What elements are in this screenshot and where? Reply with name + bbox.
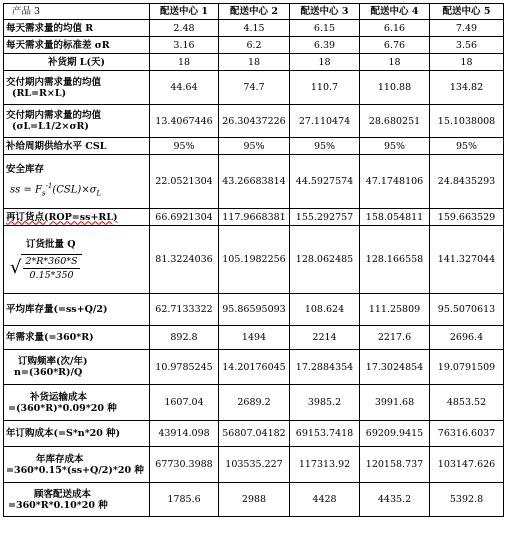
cell: 6.15 [290, 20, 360, 37]
cell: 134.82 [430, 71, 504, 105]
row-label-line2: =360*0.15*(ss+Q/2)*20 种 [6, 464, 144, 476]
cell: 103535.227 [219, 447, 290, 483]
cell: 117313.92 [290, 447, 360, 483]
cell: 128.062485 [290, 226, 360, 294]
cell: 19.0791509 [430, 350, 504, 385]
row-label: 补给周期供给水平 CSL [4, 138, 150, 155]
cell: 95% [430, 138, 504, 155]
cell: 24.8435293 [430, 155, 504, 209]
cell: 18 [219, 54, 290, 71]
cell: 4428 [290, 483, 360, 517]
cell: 4853.52 [430, 385, 504, 421]
row-label: 年需求量(=360*R) [4, 326, 150, 350]
row-label-line1: 订购频率(次/年) [18, 356, 88, 367]
cell: 2214 [290, 326, 360, 350]
row-label: 年订购成本(=S*n*20 种) [4, 421, 150, 447]
cell: 141.327044 [430, 226, 504, 294]
cell: 15.1038008 [430, 105, 504, 138]
cell: 6.76 [360, 37, 430, 54]
cell: 66.6921304 [150, 209, 219, 226]
cell: 95.86595093 [219, 294, 290, 326]
cell: 4435.2 [360, 483, 430, 517]
cell: 27.110474 [290, 105, 360, 138]
cell: 1494 [219, 326, 290, 350]
cell: 2988 [219, 483, 290, 517]
cell: 2.48 [150, 20, 219, 37]
row-label [4, 155, 150, 209]
table-row [4, 209, 504, 226]
cell: 62.7133322 [150, 294, 219, 326]
cell: 6.16 [360, 20, 430, 37]
cell: 67730.3988 [150, 447, 219, 483]
cell: 10.9785245 [150, 350, 219, 385]
table-row [4, 138, 504, 155]
row-label-line1: 交付期内需求量的均值 [6, 110, 102, 121]
safety-stock-formula: ss = $F_s^{-1}(CSL)\times\sigma_L$ [10, 181, 102, 198]
cell: 3.16 [150, 37, 219, 54]
row-label-line1: 补货运输成本 [30, 391, 88, 403]
row-label [4, 385, 150, 421]
row-label-line2: (RL=R×L) [12, 87, 67, 99]
cell: 18 [360, 54, 430, 71]
row-label-line2: =360*R*0.10*20 种 [8, 499, 108, 511]
table-row [4, 326, 504, 350]
cell: 4.15 [219, 20, 290, 37]
cell: 18 [150, 54, 219, 71]
table-row [4, 105, 504, 138]
cell: 17.2884354 [290, 350, 360, 385]
product-header: 产品 3 [4, 4, 150, 20]
cell: 18 [430, 54, 504, 71]
cell: 111.25809 [360, 294, 430, 326]
cell: 95% [290, 138, 360, 155]
row-label-text: 再订货点(ROP=ss+RL) [6, 211, 118, 223]
cell: 22.0521304 [150, 155, 219, 209]
cell: 13.4067446 [150, 105, 219, 138]
table-row [4, 54, 504, 71]
cell: 3.56 [430, 37, 504, 54]
row-label-line1: 安全库存 [6, 163, 45, 175]
eoq-formula-numerator: 2*R*360*S [25, 255, 78, 267]
cell: 2696.4 [430, 326, 504, 350]
cell: 159.663529 [430, 209, 504, 226]
row-label-line2: =(360*R)*0.09*20 种 [8, 402, 117, 414]
table-row [4, 421, 504, 447]
center-header-4: 配送中心 4 [360, 4, 430, 20]
cell: 28.680251 [360, 105, 430, 138]
row-label [4, 483, 150, 517]
row-label [4, 447, 150, 483]
cell: 120158.737 [360, 447, 430, 483]
table-row [4, 20, 504, 37]
cell: 110.7 [290, 71, 360, 105]
table-row [4, 483, 504, 517]
cost-table [3, 3, 504, 517]
row-label [4, 209, 150, 226]
eoq-formula-denominator: 0.15*350 [29, 269, 74, 281]
cell: 6.2 [219, 37, 290, 54]
table-row [4, 155, 504, 209]
row-label-line1: 年库存成本 [36, 453, 84, 465]
cell: 2689.2 [219, 385, 290, 421]
table-row [4, 71, 504, 105]
cell: 110.88 [360, 71, 430, 105]
row-label-line2: n=(360*R)/Q [14, 367, 83, 378]
row-label: 平均库存量(=ss+Q/2) [4, 294, 150, 326]
cell: 81.3224036 [150, 226, 219, 294]
cell: 108.624 [290, 294, 360, 326]
row-label: 补货期 L(天) [4, 54, 150, 71]
row-label [4, 350, 150, 385]
row-label [4, 105, 150, 138]
row-label: 每天需求量的均值 R [4, 20, 150, 37]
cell: 6.39 [290, 37, 360, 54]
table-row [4, 385, 504, 421]
row-label [4, 71, 150, 105]
row-label-line1: 顾客配送成本 [34, 488, 92, 500]
table-row [4, 350, 504, 385]
center-header-1: 配送中心 1 [150, 4, 219, 20]
center-header-3: 配送中心 3 [290, 4, 360, 20]
cell: 17.3024854 [360, 350, 430, 385]
cell: 117.9668381 [219, 209, 290, 226]
cell: 26.30437226 [219, 105, 290, 138]
cell: 1785.6 [150, 483, 219, 517]
row-label [4, 226, 150, 294]
cell: 158.054811 [360, 209, 430, 226]
table-row [4, 226, 504, 294]
row-label-line1: 订货批量 Q [26, 238, 76, 250]
center-header-2: 配送中心 2 [219, 4, 290, 20]
center-header-5: 配送中心 5 [430, 4, 504, 20]
cell: 18 [290, 54, 360, 71]
cell: 3985.2 [290, 385, 360, 421]
cell: 128.166558 [360, 226, 430, 294]
header-row [4, 4, 504, 20]
table-row [4, 37, 504, 54]
cell: 105.1982256 [219, 226, 290, 294]
cell: 69153.7418 [290, 421, 360, 447]
cell: 3991.68 [360, 385, 430, 421]
cell: 5392.8 [430, 483, 504, 517]
table-row [4, 294, 504, 326]
cell: 44.5927574 [290, 155, 360, 209]
cell: 155.292757 [290, 209, 360, 226]
cell: 95% [360, 138, 430, 155]
cell: 69209.9415 [360, 421, 430, 447]
cell: 44.64 [150, 71, 219, 105]
cell: 7.49 [430, 20, 504, 37]
row-label-line2: (σL=L1/2×σR) [12, 121, 89, 132]
cell: 95% [150, 138, 219, 155]
cell: 1607.04 [150, 385, 219, 421]
cell: 95% [219, 138, 290, 155]
cell: 95.5070613 [430, 294, 504, 326]
row-label-line1: 交付期内需求量的均值 [6, 76, 102, 88]
cell: 14.20176045 [219, 350, 290, 385]
cell: 74.7 [219, 71, 290, 105]
cell: 892.8 [150, 326, 219, 350]
cell: 76316.6037 [430, 421, 504, 447]
cell: 43.26683814 [219, 155, 290, 209]
cell: 103147.626 [430, 447, 504, 483]
cell: 43914.098 [150, 421, 219, 447]
cell: 2217.6 [360, 326, 430, 350]
cell: 56807.04182 [219, 421, 290, 447]
row-label: 每天需求量的标准差 σR [4, 37, 150, 54]
table-row [4, 447, 504, 483]
eoq-formula: √ $\frac{2*R*360*S}{0.15*350}$ [6, 254, 147, 281]
cell: 47.1748106 [360, 155, 430, 209]
